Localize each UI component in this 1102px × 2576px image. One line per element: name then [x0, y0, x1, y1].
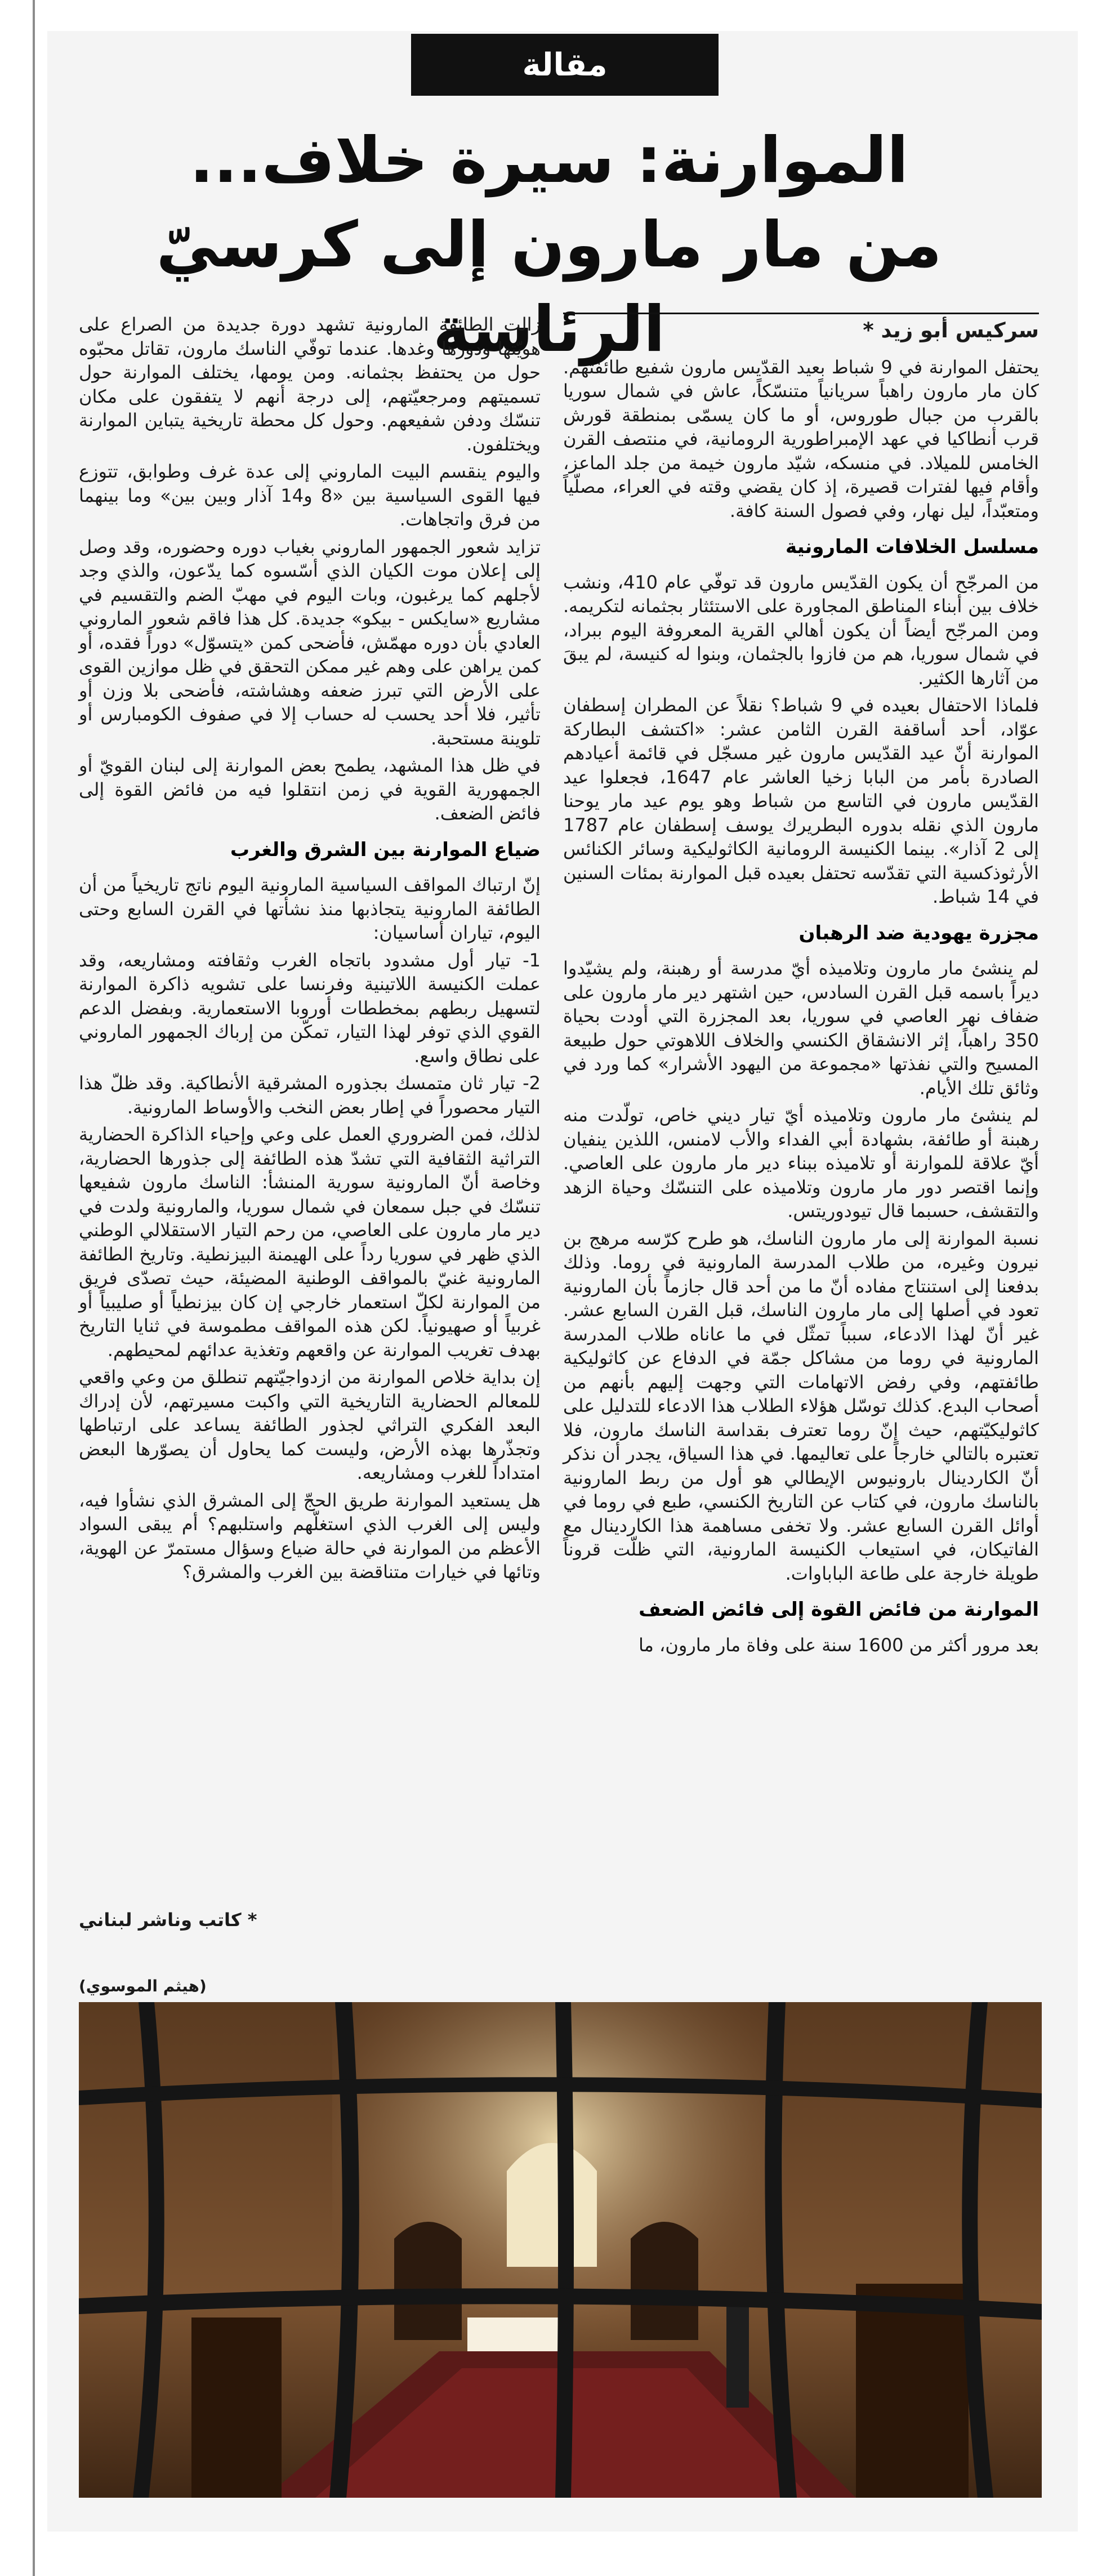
subhead: مسلسل الخلافات المارونية [785, 536, 1039, 558]
section-tag: مقالة [411, 34, 719, 96]
paragraph: فلماذا الاحتفال بعيده في 9 شباط؟ نقلاً عن المطران إسطفان عوّاد، أحد أساقفة القرن الثامن عشر: «اكتشف البطاركة الموارنة أنّ عيد القدّيس مارون غير مسجّل في قائمة أعيادهم الصادرة بأمر من البابا زخيا العاشر عام 1647، فجعلوا عيد القدّيس مارون في التاسع من شباط وهو يوم عيد مار يوحنا مارون الذي نقله بدوره البطريرك يوسف إسطفان عام 1787 إلى 2 آذار». بينما الكنيسة الرومانية الكاثوليكية وسائر الكنائس الأرثوذكسية التي تقدّسه تحتفل بعيده قبل الموارنة بمئات السنين في 14 شباط. [563, 694, 1039, 907]
right-column [563, 313, 1039, 1660]
paragraph: زالت الطائفة المارونية تشهد دورة جديدة من الصراع على هويّتها ودورها وغدها. عندما توفّي الناسك مارون، تقاتل محبّوه حول من يحتفظ بجثمانه. ومن يومها، يختلف الموارنة حول تسميتهم ومرجعيّتهم، إلى درجة أنهم لا يتفقون على مكان تنسّك ودفن شفيعهم. وحول كل محطة تاريخية يتباين الموارنة ويختلفون. [79, 314, 541, 455]
paragraph: إن بداية خلاص الموارنة من ازدواجيّتهم تنطلق من وعي واقعي للمعالم الحضارية التاريخية التي واكبت مسيرتهم، لأن إدراك البعد الفكري التراثي لجذور الطائفة يساعد على ارتباطها وتجذّرها بهذه الأرض، وليست كما يحاول أن يصوّرها البعض امتداداً للغرب ومشاريعه. [79, 1366, 541, 1483]
subhead: الموارنة من فائض القوة إلى فائض الضعف [639, 1598, 1039, 1621]
paragraph: من المرجّح أن يكون القدّيس مارون قد توفّي عام 410، ونشب خلاف بين أبناء المناطق المجاورة على الاستئثار بجثمانه لتكريمه. ومن المرجّح أيضاً أن يكون أهالي القرية المعروفة اليوم ببراد، في شمال سوريا، هم من فازوا بالجثمان، وبنوا له كنيسة، لم يبقَ من آثارها الكثير. [563, 571, 1039, 689]
paragraph: 2- تيار ثان متمسك بجذوره المشرقية الأنطاكية. وقد ظلّ هذا التيار محصوراً في إطار بعض النخب والأوساط المارونية. [79, 1072, 541, 1118]
paragraph: إنّ ارتباك المواقف السياسية المارونية اليوم ناتج تاريخياً من أن الطائفة المارونية يتجاذبها منذ نشأتها في القرن السابع وحتى اليوم، تياران أساسيان: [79, 874, 541, 943]
paragraph: تزايد شعور الجمهور الماروني بغياب دوره وحضوره، وقد وصل إلى إعلان موت الكيان الذي أسّسوه كما يدّعون، والذي وجد لأجلهم كما يرغبون، وبات اليوم في مهبّ الضم والتقسيم في مشاريع «سايكس - بيكو» جديدة. كل هذا فاقم شعور الماروني العادي بأن دوره مهمّش، فأضحى كمن «يتسوّل» دوراً فقده، أو كمن يراهن على وهم غير ممكن التحقق في ظل موازين القوى على الأرض التي تبرز ضعفه وهشاشته، فأضحى بلا وزن أو تأثير، فلا أحد يحسب له حساب إلا في صفوف الكومبارس أو تلوينة مستحبة. [79, 536, 541, 749]
paragraph: لذلك، فمن الضروري العمل على وعي وإحياء الذاكرة الحضارية التراثية الثقافية التي تشدّ هذه الطائفة إلى جذورها الحضارية، وخاصة أنّ المارونية سورية المنشأ: الناسك مارون شفيعها تنسّك في جبل سمعان في شمال سوريا، والمارونية ولدت في دير مار مارون على العاصي، من رحم التيار الاستقلالي الوطني الذي ظهر في سوريا رداً على الهيمنة البيزنطية. وتاريخ الطائفة المارونية غنيّ بالمواقف الوطنية المضيئة، حيث تصدّى فريق من الموارنة لكلّ استعمار خارجي إن كان بيزنطياً أو صليبياً أو غربياً أو صهيونياً. لكن هذه المواقف مطموسة في ثنايا التاريخ بهدف تغريب الموارنة عن واقعهم وتغذية عدائهم لمحيطهم. [79, 1124, 541, 1361]
paragraph: واليوم ينقسم البيت الماروني إلى عدة غرف وطوابق، تتوزع فيها القوى السياسية بين «8 و14 آذار وبين بين» وما بينهما من فرق واتجاهات. [79, 461, 541, 530]
subhead: ضياع الموارنة بين الشرق والغرب [230, 838, 541, 861]
paragraph: في ظل هذا المشهد، يطمح بعض الموارنة إلى لبنان القويّ أو الجمهورية القوية في زمن انتقلوا فيه من فائض القوة إلى فائض الضعف. [79, 755, 541, 824]
paragraph: 1- تيار أول مشدود باتجاه الغرب وثقافته ومشاريعه، وقد عملت الكنيسة اللاتينية وفرنسا على تشويه ذاكرة الموارنة لتسهيل ربطهم بمخططات أوروبا الاستعمارية. وبفضل الدعم القوي الذي توفر لهذا التيار، تمكّن من إرباك الجمهور الماروني على نطاق واسع. [79, 949, 541, 1067]
headline-line-1: الموارنة: سيرة خلاف... [189, 124, 909, 197]
paragraph: لم ينشئ مار مارون وتلاميذه أيّ تيار ديني خاص، تولّدت منه رهبنة أو طائفة، بشهادة أبي الفداء والأب لامنس، اللذين ينفيان أيّ علاقة للموارنة أو تلاميذه ببناء دير مار مارون على العاصي. وإنما اقتصر دور مار مارون وتلاميذه على التنسّك وحياة الزهد والتقشف، حسبما قال تيودوريتس. [563, 1104, 1039, 1222]
article-photo [79, 2002, 1042, 2498]
page-top-margin [0, 0, 1102, 31]
left-column [79, 313, 541, 1588]
paragraph: يحتفل الموارنة في 9 شباط بعيد القدّيس مارون شفيع طائفتهم. كان مار مارون راهباً سريانياً متنسّكاً، عاش في شمال سوريا بالقرب من جبال طوروس، أو ما كان يسمّى بمنطقة قورش قرب أنطاكيا في عهد الإمبراطورية الرومانية، في منتصف القرن الخامس للميلاد. في منسكه، شيّد مارون خيمة من جلد الماعز، وأقام فيها لفترات قصيرة، إذ كان يقضي وقته في العراء، مصلّياً ومتعبّداً، ليل نهار، وفي فصول السنة كافة. [563, 356, 1039, 522]
subhead: مجزرة يهودية ضد الرهبان [798, 921, 1039, 944]
page-fold-rule [33, 0, 35, 2576]
arched-window [507, 2143, 597, 2267]
paragraph: هل يستعيد الموارنة طريق الحجّ إلى المشرق الذي نشأوا فيه، وليس إلى الغرب الذي استغلّهم واستلبهم؟ أم يبقى السواد الأعظم من الموارنة في حالة ضياع وسؤال مستمرّ عن الهوية، وتائها في خيارات متناقضة بين الغرب والمشرق؟ [79, 1489, 541, 1583]
author-byline: سركيس أبو زيد * [563, 313, 1039, 343]
author-note: * كاتب وناشر لبناني [79, 1909, 257, 1931]
photo-credit: (هيثم الموسوي) [79, 1977, 207, 1995]
paragraph: بعد مرور أكثر من 1600 سنة على وفاة مار مارون، ما [638, 1634, 1039, 1656]
paragraph: نسبة الموارنة إلى مار مارون الناسك، هو طرح كرّسه مرهج بن نيرون وغيره، من طلاب المدرسة المارونية في روما. وذلك بدفعنا إلى استنتاج مفاده أنّ ما من أحد قال جازماً بأن المارونية تعود في أصلها إلى مار مارون الناسك، قبل القرن السابع عشر. غير أنّ لهذا الادعاء، سبباً تمثّل في ما عاناه طلاب المدرسة المارونية في روما من مشاكل جمّة في الدفاع عن كاثوليكية طائفتهم، وفي رفض الاتهامات التي وجهت إليهم بأنهم من أصحاب البدع. كذلك توسّل هؤلاء الطلاب هذا الادعاء للتدليل على كاثوليكيّتهم، حيث إنّ روما تعترف بقداسة الناسك مارون، فلا تعتبره بالتالي خارجاً على تعاليمها. في هذا السياق، يجدر أن نذكر أنّ الكاردينال بارونيوس الإيطالي هو أول من ربط المارونية بالناسك مارون، في كتاب عن التاريخ الكنسي، طبع في روما في أوائل القرن السابع عشر. ولا تخفى مساهمة هذا الكاردينال مع الفاتيكان، في استيعاب الكنيسة المارونية، التي ظلّت قروناً طويلة خارجة على طاعة الباباوات. [563, 1227, 1039, 1584]
church-interior-icon [79, 2002, 1042, 2498]
paragraph: لم ينشئ مار مارون وتلاميذه أيّ مدرسة أو رهبنة، ولم يشيّدوا ديراً باسمه قبل القرن السادس، حين اشتهر دير مار مارون على ضفاف نهر العاصي في سوريا، بعد المجزرة التي أودت بحياة 350 راهباً، إثر الانشقاق الكنسي والخلاف اللاهوتي حول طبيعة المسيح والتي نفذتها «مجموعة من اليهود الأشرار» كما ورد في وثائق تلك الأيام. [563, 957, 1039, 1099]
headline-line-2: من مار مارون إلى كرسيّ الرئاسة [156, 208, 942, 366]
